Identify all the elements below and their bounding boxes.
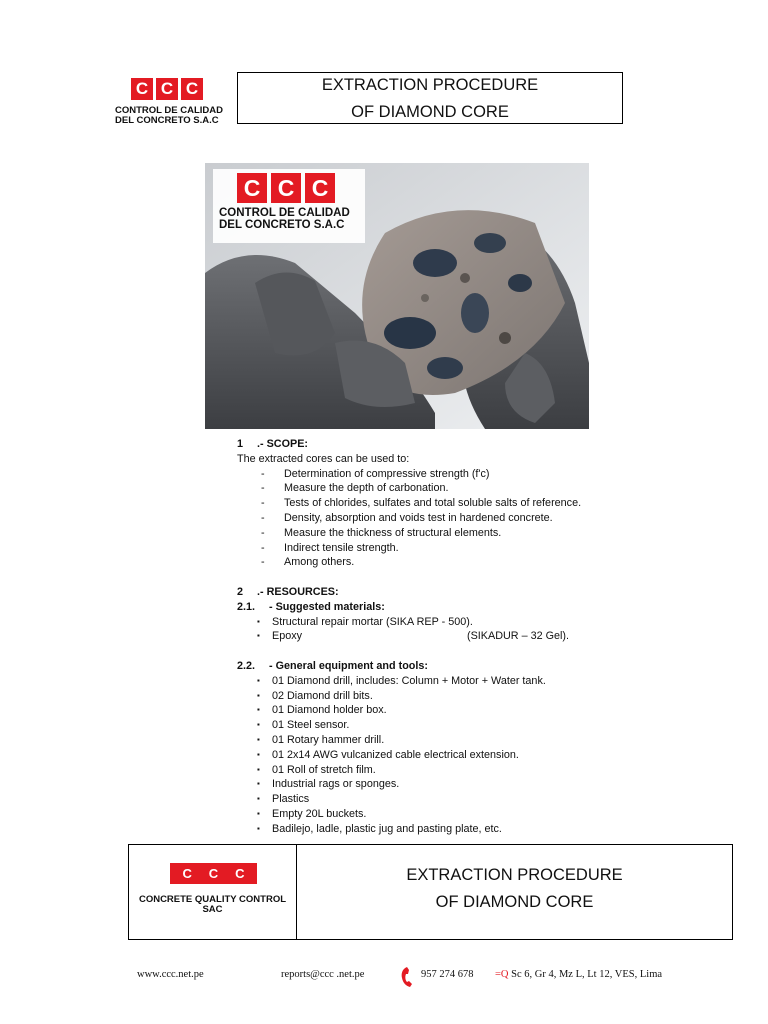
- watermark-line: DEL CONCRETO S.A.C: [219, 219, 345, 231]
- materials-list: [237, 615, 657, 645]
- list-item: ▪ Empty 20L buckets.: [237, 807, 657, 822]
- list-item: - Measure the depth of carbonation.: [237, 481, 657, 496]
- email-link[interactable]: reports@ccc .net.pe: [281, 969, 365, 980]
- list-item: [237, 629, 657, 644]
- subsection-number: 2.2.: [237, 659, 256, 672]
- logo-line: CONTROL DE CALIDAD: [115, 105, 224, 116]
- list-item: ▪ Badilejo, ladle, plastic jug and pasting plate, etc.: [237, 822, 657, 837]
- list-item: - Among others.: [237, 555, 657, 570]
- logo-letter: C: [237, 173, 267, 203]
- logo-letter: C: [305, 173, 335, 203]
- caption-line: CONCRETE QUALITY CONTROL: [138, 894, 287, 905]
- phone-icon: [400, 966, 414, 988]
- phone-number: 957 274 678: [421, 969, 474, 980]
- list-item: ▪ 01 Diamond drill, includes: Column + Motor + Water tank.: [237, 674, 657, 689]
- title-line: OF DIAMOND CORE: [435, 893, 594, 911]
- list-item: - Tests of chlorides, sulfates and total soluble salts of reference.: [237, 496, 657, 511]
- footer-logo-cell: [129, 845, 297, 939]
- photo-watermark-logo: [213, 169, 365, 243]
- footer-logo: [170, 863, 257, 884]
- section-number: 1: [237, 438, 244, 450]
- list-item: ▪ 01 Rotary hammer drill.: [237, 733, 657, 748]
- section-heading-resources: [237, 585, 657, 600]
- scope-list: [237, 467, 657, 571]
- subsection-heading-equipment: [237, 659, 657, 674]
- list-item: - Measure the thickness of structural elements.: [237, 526, 657, 541]
- logo-letters: [131, 78, 240, 100]
- watermark-caption: [219, 207, 365, 231]
- title-line: EXTRACTION PROCEDURE: [321, 76, 539, 94]
- document-title-box: [237, 72, 623, 124]
- footer-title-box: [128, 844, 733, 940]
- document-body: [237, 437, 657, 837]
- title-line: OF DIAMOND CORE: [351, 103, 509, 121]
- list-item: ▪ Industrial rags or sponges.: [237, 777, 657, 792]
- logo-letter: C: [271, 173, 301, 203]
- address-text: Sc 6, Gr 4, Mz L, Lt 12, VES, Lima: [511, 969, 663, 980]
- scope-intro: The extracted cores can be used to:: [237, 452, 410, 465]
- logo-letter: C: [208, 866, 219, 881]
- list-item: ▪ 01 Steel sensor.: [237, 718, 657, 733]
- subsection-title: - General equipment and tools:: [269, 659, 428, 672]
- section-number: 2: [237, 585, 244, 598]
- logo-letter: C: [182, 866, 192, 881]
- logo-letter: C: [235, 866, 245, 881]
- list-item: - Determination of compressive strength (f'c): [237, 467, 657, 482]
- logo-letter: C: [181, 78, 203, 100]
- subsection-title: - Suggested materials:: [269, 600, 385, 613]
- equipment-list: [237, 674, 657, 837]
- footer-logo-caption: [129, 895, 296, 915]
- material-name: Structural repair mortar (SIKA REP - 500).: [272, 615, 473, 628]
- list-item: - Density, absorption and voids test in hardened concrete.: [237, 511, 657, 526]
- section-title: .- SCOPE:: [257, 438, 309, 450]
- logo-line: DEL CONCRETO S.A.C: [115, 115, 219, 126]
- subsection-number: 2.1.: [237, 600, 256, 613]
- caption-line: SAC: [202, 904, 223, 915]
- material-name: Epoxy: [272, 630, 303, 643]
- list-item: ▪ 01 2x14 AWG vulcanized cable electrical extension.: [237, 748, 657, 763]
- list-item: [237, 615, 657, 630]
- section-heading-scope: [237, 437, 657, 452]
- section-title: .- RESOURCES:: [257, 585, 339, 598]
- list-item: ▪ 02 Diamond drill bits.: [237, 689, 657, 704]
- location-mark: =Q: [495, 969, 509, 980]
- website-link[interactable]: www.ccc.net.pe: [137, 969, 204, 980]
- list-item: - Indirect tensile strength.: [237, 541, 657, 556]
- company-logo: [115, 78, 240, 126]
- logo-caption: [115, 106, 240, 126]
- core-sample-photo: [205, 163, 589, 429]
- list-item: ▪ 01 Diamond holder box.: [237, 703, 657, 718]
- watermark-letters: [237, 173, 365, 203]
- list-item: ▪ Plastics: [237, 792, 657, 807]
- address: [495, 969, 662, 980]
- title-line: EXTRACTION PROCEDURE: [406, 866, 623, 884]
- material-value: (SIKADUR – 32 Gel).: [467, 630, 570, 643]
- logo-letter: C: [156, 78, 178, 100]
- list-item: ▪ 01 Roll of stretch film.: [237, 763, 657, 778]
- subsection-heading-materials: [237, 600, 657, 615]
- watermark-line: CONTROL DE CALIDAD: [219, 207, 350, 219]
- logo-letter: C: [131, 78, 153, 100]
- footer-title-cell: [297, 845, 732, 939]
